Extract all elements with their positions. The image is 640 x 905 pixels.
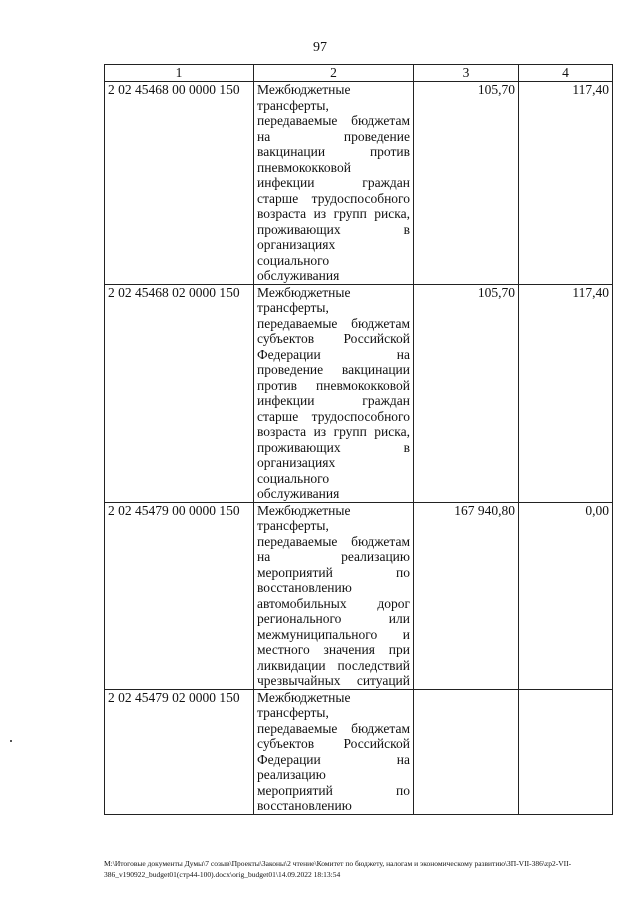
- item-description: [254, 689, 414, 814]
- description-line: возраста из групп риска,: [257, 424, 410, 439]
- description-line: пневмококковой: [257, 159, 351, 175]
- description-line: инфекции граждан: [257, 393, 410, 408]
- budget-table: [104, 64, 613, 815]
- description-line: против пневмококковой: [257, 377, 410, 393]
- description-line: Межбюджетные: [257, 82, 351, 97]
- description-line: передаваемые бюджетам: [257, 315, 410, 331]
- description-line: передаваемые бюджетам: [257, 113, 410, 128]
- budget-code: 2 02 45468 00 0000 150: [105, 82, 254, 285]
- amount-col-3: [414, 689, 519, 814]
- amount-col-3: 105,70: [414, 82, 519, 285]
- header-col-2: 2: [254, 65, 414, 82]
- description-line: инфекции граждан: [257, 175, 410, 190]
- amount-col-3: 105,70: [414, 284, 519, 502]
- amount-col-4: 117,40: [519, 284, 613, 502]
- description-line: старше трудоспособного: [257, 190, 410, 206]
- footer-line-2: 386_v190922_budget01(стр44-100).docx\orig_budget01\14.09.2022 18:13:54: [104, 870, 341, 879]
- description-line: возраста из групп риска,: [257, 206, 410, 221]
- description-line: регионального или: [257, 611, 410, 626]
- header-row: [105, 65, 613, 82]
- description-line: обслуживания: [257, 486, 340, 501]
- description-line: старше трудоспособного: [257, 408, 410, 424]
- description-line: трансферты,: [257, 518, 329, 533]
- budget-code: 2 02 45479 00 0000 150: [105, 502, 254, 689]
- description-line: Межбюджетные: [257, 502, 351, 518]
- description-line: субъектов Российской: [257, 331, 410, 346]
- description-line: местного значения при: [257, 642, 410, 657]
- description-line: Межбюджетные: [257, 689, 351, 705]
- amount-col-3: 167 940,80: [414, 502, 519, 689]
- description-line: передаваемые бюджетам: [257, 720, 410, 736]
- description-line: реализацию: [257, 767, 326, 782]
- item-description: [254, 502, 414, 689]
- description-line: на реализацию: [257, 549, 410, 564]
- description-line: Федерации на: [257, 346, 410, 362]
- scan-mark: [10, 740, 12, 742]
- description-line: проживающих в: [257, 439, 410, 455]
- description-line: трансферты,: [257, 300, 329, 315]
- description-line: трансферты,: [257, 97, 329, 113]
- description-line: Федерации на: [257, 751, 410, 767]
- description-line: автомобильных дорог: [257, 595, 410, 611]
- document-path-footer: [104, 858, 616, 880]
- description-line: ликвидации последствий: [257, 657, 410, 673]
- description-line: обслуживания: [257, 268, 340, 283]
- budget-code: 2 02 45468 02 0000 150: [105, 284, 254, 502]
- table-row: [105, 502, 613, 689]
- description-line: организациях: [257, 237, 336, 252]
- header-col-1: 1: [105, 65, 254, 82]
- footer-line-1: M:\Итоговые документы Думы\7 созыв\Проекты\Законы\2 чтение\Комитет по бюджету, налогам и экономическому развитию\ЗП-VII-386\zp2-VII-: [104, 859, 572, 868]
- item-description: [254, 284, 414, 502]
- description-line: Межбюджетные: [257, 284, 351, 300]
- description-line: мероприятий по: [257, 782, 410, 798]
- table-row: [105, 689, 613, 814]
- budget-code: 2 02 45479 02 0000 150: [105, 689, 254, 814]
- header-col-4: 4: [519, 65, 613, 82]
- amount-col-4: 0,00: [519, 502, 613, 689]
- description-line: мероприятий по: [257, 564, 410, 580]
- description-line: вакцинации против: [257, 144, 410, 159]
- description-line: межмуниципального и: [257, 626, 410, 642]
- description-line: восстановлению: [257, 580, 352, 595]
- description-line: субъектов Российской: [257, 736, 410, 751]
- page-number: 97: [313, 40, 327, 55]
- description-line: передаваемые бюджетам: [257, 533, 410, 549]
- description-line: проживающих в: [257, 221, 410, 237]
- amount-col-4: [519, 689, 613, 814]
- description-line: трансферты,: [257, 705, 329, 720]
- header-col-3: 3: [414, 65, 519, 82]
- description-line: проведение вакцинации: [257, 362, 410, 377]
- table-row: [105, 82, 613, 285]
- table-row: [105, 284, 613, 502]
- description-line: восстановлению: [257, 798, 352, 813]
- item-description: [254, 82, 414, 285]
- description-line: социального: [257, 252, 330, 268]
- description-line: на проведение: [257, 128, 410, 144]
- description-line: организациях: [257, 455, 336, 470]
- description-line: социального: [257, 470, 330, 486]
- description-line: чрезвычайных ситуаций: [257, 673, 410, 688]
- amount-col-4: 117,40: [519, 82, 613, 285]
